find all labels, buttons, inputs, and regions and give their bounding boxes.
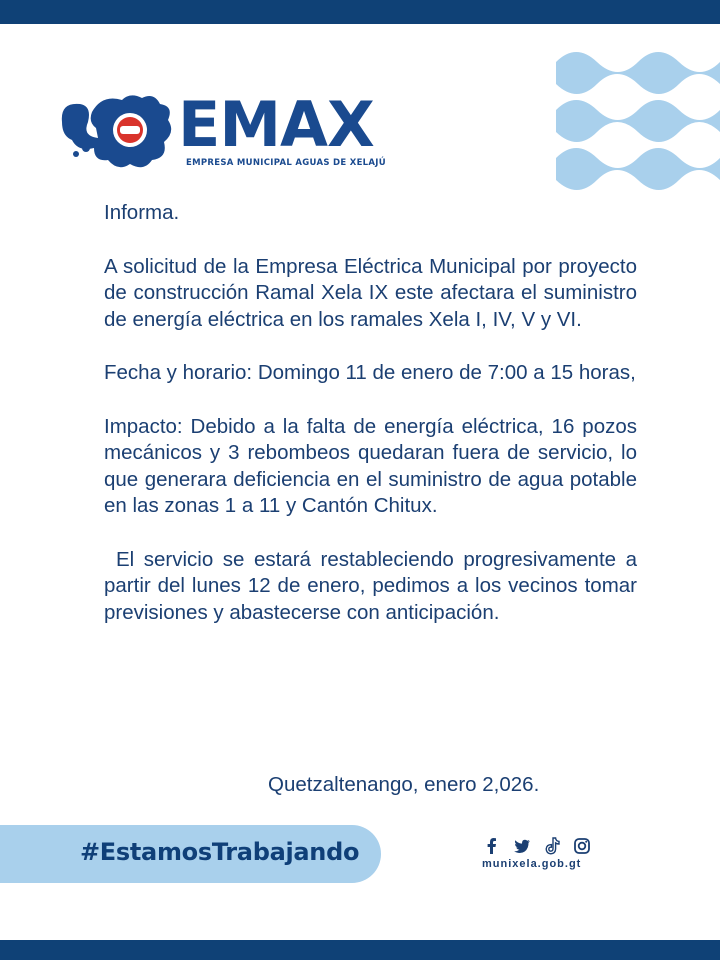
facebook-icon[interactable] xyxy=(482,836,502,856)
bottom-banner-bar xyxy=(0,940,720,960)
notice-intro: Informa. xyxy=(104,201,180,224)
twitter-icon[interactable] xyxy=(512,836,532,856)
social-links xyxy=(482,836,602,876)
emax-logo-mark-icon xyxy=(58,92,176,172)
brand-name: EMAX xyxy=(178,88,374,161)
instagram-icon[interactable] xyxy=(572,836,592,856)
emax-logo xyxy=(58,88,398,172)
signoff: Quetzaltenango, enero 2,026. xyxy=(268,773,540,796)
notice-paragraph-1: A solicitud de la Empresa Eléctrica Municipal por proyecto de construcción Ramal Xela IX este afectara el suministro de energía eléctrica en los ramales Xela I, IV, V y VI. xyxy=(104,254,637,331)
notice-paragraph-2: Fecha y horario: Domingo 11 de enero de 7:00 a 15 horas, xyxy=(104,361,636,384)
wave-decoration xyxy=(556,40,720,190)
tiktok-icon[interactable] xyxy=(542,836,562,856)
hashtag-text: #EstamosTrabajando xyxy=(80,838,360,866)
top-banner-bar xyxy=(0,0,720,24)
website-link[interactable]: munixela.gob.gt xyxy=(482,858,582,870)
notice-paragraph-3: Impacto: Debido a la falta de energía eléctrica, 16 pozos mecánicos y 3 rebombeos quedaran fuera de servicio, lo que generara deficiencia en el suministro de agua potable en las zonas 1 a 11 y Cantón Chitux. xyxy=(104,414,637,517)
brand-subtitle: EMPRESA MUNICIPAL AGUAS DE XELAJÚ xyxy=(186,158,386,168)
notice-paragraph-4: El servicio se estará restableciendo progresivamente a partir del lunes 12 de enero, pedimos a los vecinos tomar previsiones y abastecerse con anticipación. xyxy=(104,547,637,624)
notice-body xyxy=(104,200,637,653)
